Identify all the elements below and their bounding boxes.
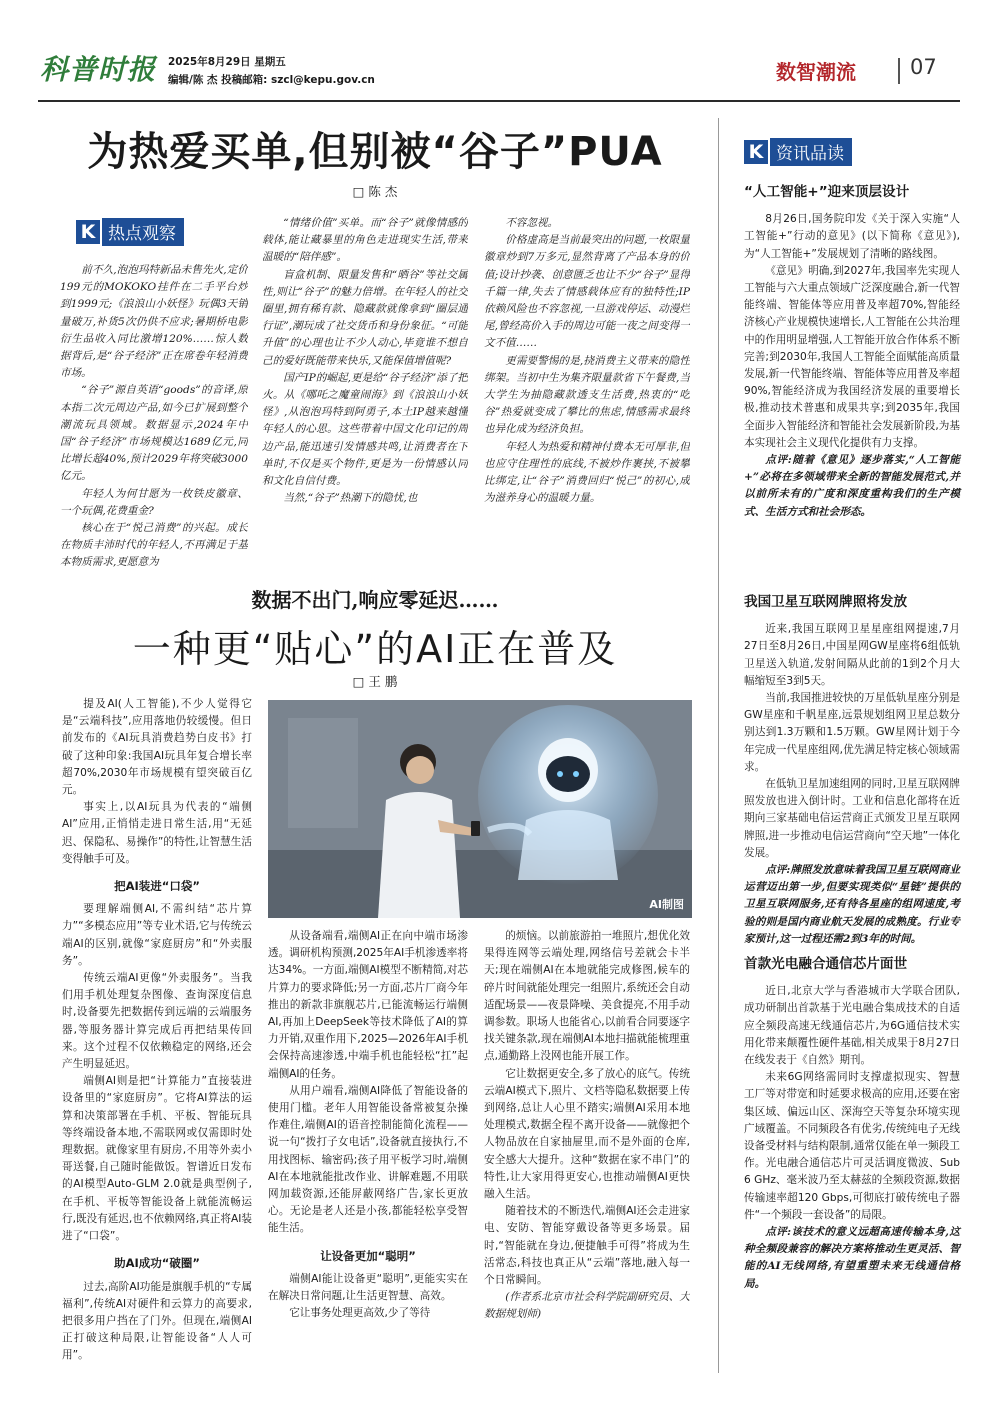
paragraph: 从用户端看,端侧AI降低了智能设备的使用门槛。老年人用智能设备常被复杂操作难住,端侧AI的语音控制能简化流程——说一句“拨打子女电话”,设备就直接执行,不用找图标、输密码;孩子用平板学习时,端侧AI在本地就能批改作业、讲解难题,不用联网加载资源,还能屏蔽网络广告,家长更放心。无论是老人还是小孩,都能轻松享受智能生活。	[268, 1084, 468, 1235]
issue-date: 2025年8月29日 星期五	[168, 56, 286, 68]
subheading: 把AI装进“口袋”	[114, 879, 200, 894]
paragraph: 在低轨卫星加速组网的同时,卫星互联网牌照发放也进入倒计时。工业和信息化部将在近期向三家基础电信运营商正式颁发卫星互联网牌照,进一步推动电信运营商向“空天地”一体化发展。	[744, 778, 960, 859]
hot-topic-label: 热点观察	[102, 218, 184, 246]
news-comment: 点评:牌照发放意味着我国卫星互联网商业运营迈出第一步,但要实现类似“星链”提供的卫星互联网服务,还有待各星座的组网速度,考验的则是国内商业航天发展的成熟度。行业专家预计,这一过程还需2到3年的时间。	[744, 864, 960, 945]
news-title: 我国卫星互联网牌照将发放	[744, 594, 908, 610]
paragraph: 随着技术的不断迭代,端侧AI还会走进家电、安防、智能穿戴设备等更多场景。届时,“智能就在身边,便捷触手可得”将成为生活常态,科技也真正从“云端”落地,融入每一个日常瞬间。	[484, 1205, 690, 1287]
news-comment: 点评:随着《意见》逐步落实,“人工智能+”必将在多领域带来全新的智能发展范式,并以前所未有的广度和深度重构我们的生产模式、生活方式和社会形态。	[744, 454, 960, 518]
paragraph: 要理解端侧AI,不需纠结“芯片算力”“多模态应用”等专业术语,它与传统云端AI的区别,就像“家庭厨房”和“外卖服务”。	[62, 903, 252, 967]
masthead-rule	[38, 100, 960, 102]
paragraph: 未来6G网络需同时支撑虚拟现实、智慧工厂等对带宽和时延要求极高的应用,还要在密集区域、偏远山区、深海空天等复杂环境实现广域覆盖。不同频段各有优劣,传统纯电子无线设备受材料与结构限制,通常仅能在单一频段工作。光电融合通信芯片可灵活调度微波、Sub 6 GHz、毫米波乃至太赫兹的全频段资源,数据传输速率超120 Gbps,可彻底打破传统电子器件“一个频段一套设备”的局限。	[744, 1071, 960, 1221]
paragraph: 不容忽视。	[505, 217, 559, 229]
article2-byline: □ 王 鹏	[352, 674, 398, 689]
paragraph: 近来,我国互联网卫星星座组网提速,7月27日至8月26日,中国星网GW星座将6组低轨卫星送入轨道,发射间隔从此前的1到2个月大幅缩短至3到5天。	[744, 623, 960, 687]
news-digest-label: 资讯品读	[770, 138, 852, 166]
news-title: 首款光电融合通信芯片面世	[744, 956, 908, 972]
paragraph: 盲盒机制、限量发售和“晒谷”等社交属性,则让“谷子”的魅力倍增。在年轻人的社交圈里,拥有稀有款、隐藏款就像拿到“圈层通行证”,潮玩成了社交货币和身份象征。“可能升值”的心理也让不少人动心,毕竟谁不想自己的爱好既能带来快乐,又能保值增值呢?	[262, 268, 468, 367]
paragraph: 过去,高阶AI功能是旗舰手机的“专属福利”,传统AI对硬件和云算力的高要求,把很多用户挡在了门外。但现在,端侧AI正打破这种局限,让智能设备“人人可用”。	[62, 1280, 252, 1362]
paragraph: 年轻人为何甘愿为一枚铁皮徽章、一个玩偶,花费重金?	[60, 487, 248, 517]
paragraph: 核心在于“悦己消费”的兴起。成长在物质丰沛时代的年轻人,不再满足于基本物质需求,更愿意为	[60, 522, 248, 569]
editor-info: 编辑/陈 杰 投稿邮箱: szcl@kepu.gov.cn	[168, 74, 375, 86]
article1-column-3	[484, 215, 690, 572]
paragraph: 年轻人为热爱和精神付费本无可厚非,但也应守住理性的底线,不被炒作裹挟,不被攀比绑定,让“谷子”消费回归“悦己”的初心,成为滋养身心的温暖力量。	[484, 440, 690, 505]
paragraph: 提及AI(人工智能),不少人觉得它是“云端科技”,应用落地仍较缓慢。但日前发布的《AI玩具消费趋势白皮书》打破了这种印象:我国AI玩具年复合增长率超70%,2030年市场规模有望突破百亿元。	[62, 698, 252, 797]
paragraph: 端侧AI则是把“计算能力”直接装进设备里的“家庭厨房”。它将AI算法的运算和决策部署在手机、平板、智能玩具等终端设备本地,不需联网或仅需即时处理数据。就像家里有厨房,不用等外卖小哥送餐,自己随时能做饭。智谱近日发布的AI模型Auto-GLM 2.0就是典型例子,在手机、平板等智能设备上就能流畅运行,既没有延迟,也不依赖网络,真正将AI装进了“口袋”。	[62, 1075, 252, 1243]
k-logo-icon: K	[76, 220, 100, 244]
paragraph: 它让事务处理更高效,少了等待	[289, 1307, 431, 1320]
article1-title: 为热爱买单,但别被“谷子”PUA	[87, 129, 663, 175]
paragraph: 《意见》明确,到2027年,我国率先实现人工智能与六大重点领域广泛深度融合,新一代智能终端、智能体等应用普及率超70%,智能经济核心产业规模快速增长,人工智能在公共治理中的作用明显增强,人工智能开放合作体系不断完善;到2030年,我国人工智能全面赋能高质量发展,新一代智能终端、智能体等应用普及率超90%,智能经济成为我国经济发展的重要增长极,推动技术普惠和成果共享;到2035年,我国全面步入智能经济和智能社会发展新阶段,为基本实现社会主义现代化提供有力支撑。	[744, 264, 960, 449]
paragraph: 端侧AI能让设备更“聪明”,更能实实在在解决日常问题,让生活更智慧、高效。	[268, 1272, 468, 1303]
paragraph: 事实上,以AI玩具为代表的“端侧AI”应用,正悄悄走进日常生活,用“无延迟、保隐私、易操作”的特性,让智慧生活变得触手可及。	[62, 801, 252, 865]
ai-illustration	[268, 700, 692, 918]
article2-column-2	[268, 928, 468, 1373]
paragraph: 近日,北京大学与香港城市大学联合团队,成功研制出首款基于光电融合集成技术的自适应全频段高速无线通信芯片,为6G通信技术实用化带来颠覆性硬件基础,相关成果于8月27日在线发表于《自然》期刊。	[744, 985, 960, 1067]
paragraph: 的烦恼。以前旅游拍一堆照片,想优化效果得连网等云端处理,网络信号差就会卡半天;现在端侧AI在本地就能完成修图,候车的碎片时间就能处理完一组照片,系统还会自动适配场景——夜景降噪、美食提亮,不用手动调参数。职场人也能省心,以前看合同要逐字找关键条款,现在端侧AI本地扫描就能梳理重点,通勤路上没网也能开展工作。	[484, 930, 690, 1063]
paragraph: 更需要警惕的是,挠消费主义带来的隐性绑架。当初中生为集齐限量款省下午餐费,当大学生为抽隐藏款透支生活费,热衷的“吃谷”热爱就变成了攀比的焦虑,情感需求最终也异化成为经济负担。	[484, 354, 690, 436]
article1-column-2	[262, 215, 468, 572]
article2-title: 一种更“贴心”的AI正在普及	[132, 627, 618, 671]
section-name: 数智潮流	[776, 60, 856, 84]
image-credit: AI制图	[649, 898, 684, 911]
paragraph: 国产IP的崛起,更是给“谷子经济”添了把火。从《哪吒之魔童闹海》到《浪浪山小妖怪》,从泡泡玛特到阿勇子,本土IP越来越懂年轻人的心思。这些带着中国文化印记的周边产品,能迅速引发情感共鸣,让消费者在下单时,不仅是买个物件,更是为一份情感认同和文化自信付费。	[262, 371, 468, 488]
paragraph: 价格虚高是当前最突出的问题,一枚限量徽章炒到7万多元,显然背离了产品本身的价值;设计抄袭、创意匮乏也让不少“谷子”显得千篇一律,失去了情感载体应有的独特性;IP依赖风险也不容忽视,一旦游戏停运、动漫烂尾,曾经高价入手的周边可能一夜之间变得一文不值……	[484, 234, 690, 350]
paragraph: 从设备端看,端侧AI正在向中端市场渗透。调研机构预测,2025年AI手机渗透率将达34%。一方面,端侧AI模型不断精简,对芯片算力的要求降低;另一方面,芯片厂商今年推出的新款非旗舰芯片,已能流畅运行端侧AI,再加上DeepSeek等技术降低了AI的算力开销,双重作用下,2025—2026年AI手机会保持高速渗透,中端手机也能轻松“扛”起端侧AI的任务。	[268, 930, 468, 1080]
article2-column-3	[484, 928, 690, 1373]
article2-kicker: 数据不出门,响应零延迟……	[251, 588, 499, 612]
paragraph: 当然,“谷子”热潮下的隐忧,也	[283, 492, 418, 505]
sidebar-divider	[718, 118, 719, 1373]
paragraph: 前不久,泡泡玛特新品未售先火,定价199元的MOKOKO挂件在二手平台炒到1999元;《浪浪山小妖怪》玩偶3天销量破万,补货5次仍供不应求;暑期桥电影衍生品收入同比激增120%……惊人数据背后,是“谷子经济”正在席卷年轻消费市场。	[60, 264, 248, 380]
paragraph: “谷子”源自英语“goods”的音译,原本指二次元周边产品,如今已扩展到整个潮流玩具领域。数据显示,2024年中国“谷子经济”市场规模达1689亿元,同比增长超40%,预计2029年将突破3000亿元。	[60, 384, 248, 483]
paragraph: “情绪价值”买单。而“谷子”就像情感的载体,能让藏暴里的角色走进现实生活,带来温暖的“陪伴感”。	[262, 217, 468, 264]
k-logo-icon: K	[744, 140, 768, 164]
paragraph: 8月26日,国务院印发《关于深入实施“人工智能+”行动的意见》(以下简称《意见》),为“人工智能+”发展规划了清晰的路线图。	[744, 213, 960, 260]
news-title: “人工智能+”迎来顶层设计	[744, 184, 910, 200]
paragraph: 它让数据更安全,多了放心的底气。传统云端AI模式下,照片、文档等隐私数据要上传到网络,总让人心里不踏实;端侧AI采用本地处理模式,数据全程不离开设备——就像把个人物品放在自家抽屉里,而不是外面的仓库,安全感大大提升。这种“数据在家不串门”的特性,让大家用得更安心,也推动端侧AI更快融入生活。	[484, 1067, 690, 1201]
article2-column-1	[62, 696, 252, 1366]
paragraph: 传统云端AI更像“外卖服务”。当我们用手机处理复杂图像、查询深度信息时,设备要先把数据传到远端的云端服务器,等服务器计算完成后再把结果传回来。这个过程不仅依赖稳定的网络,还会产生明显延迟。	[62, 972, 252, 1071]
robot-hologram	[478, 705, 658, 885]
hot-topic-badge	[76, 218, 184, 246]
news-item	[744, 184, 960, 521]
news-comment: 点评:该技术的意义远超高速传输本身,这种全频段兼容的解决方案将推动生更灵活、智能的AI无线网络,有望重塑未来无线通信格局。	[744, 1226, 960, 1290]
page-number: 07	[910, 55, 937, 79]
subheading: 让设备更加“聪明”	[320, 1248, 416, 1263]
newspaper-logo: 科普时报	[40, 53, 157, 86]
section-divider	[898, 58, 900, 84]
paragraph: 当前,我国推进较快的万星低轨星座分别是GW星座和千帆星座,远景规划组网卫星总数分别达到1.3万颗和1.5万颗。GW星网计划于今年完成一代星座组网,优先满足特定核心领域需求。	[744, 692, 960, 773]
news-digest-badge	[744, 138, 852, 166]
subheading: 助AI成功“破圈”	[114, 1256, 200, 1271]
ai-scene-graphic	[268, 700, 692, 918]
author-note: (作者系北京市社会科学院副研究员、大数据规划师)	[484, 1291, 690, 1321]
news-item	[744, 956, 960, 1293]
news-item	[744, 594, 960, 948]
article1-column-1	[60, 262, 248, 572]
article1-byline: □ 陈 杰	[352, 184, 398, 199]
